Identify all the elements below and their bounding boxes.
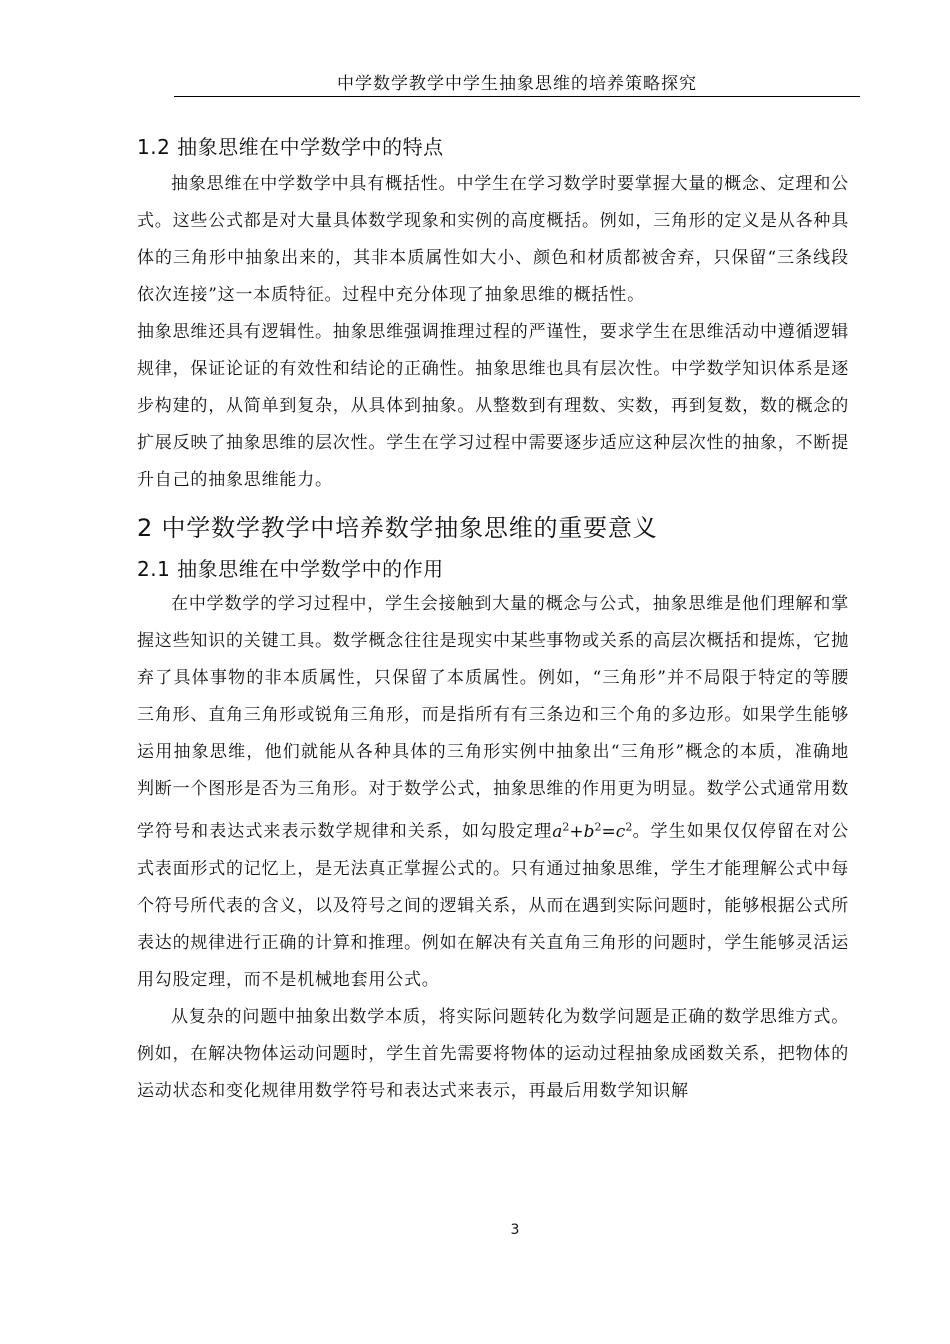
paragraph-logic-hierarchy: 抽象思维还具有逻辑性。抽象思维强调推理过程的严谨性，要求学生在思维活动中遵循逻辑规律，保证论证的有效性和结论的正确性。抽象思维也具有层次性。中学数学知识体系是逐步构建的，从简单到复杂，从具体到抽象。从整数到有理数、实数，再到复数，数的概念的扩展反映了抽象思维的层次性。学生在学习过程中需要逐步适应这种层次性的抽象，不断提升自己的抽象思维能力。 xyxy=(137,322,849,490)
chapter-heading-2: 2 中学数学教学中培养数学抽象思维的重要意义 xyxy=(137,514,658,542)
section-heading-2-1: 2.1 抽象思维在中学数学中的作用 xyxy=(137,557,444,581)
page-number: 3 xyxy=(510,1222,520,1238)
header-rule xyxy=(174,96,860,97)
paragraph-abstract-problems: 从复杂的问题中抽象出数学本质，将实际问题转化为数学问题是正确的数学思维方式。例如，在解决物体运动问题时，学生首先需要将物体的运动过程抽象成函数关系，把物体的运动状态和变化规律用数学符号和表达式来表示，再最后用数学知识解 xyxy=(137,1006,849,1101)
page-body xyxy=(137,132,849,1110)
pythagorean-formula: $a^2+b^2=c^2$ xyxy=(552,820,633,842)
running-header-title: 中学数学教学中学生抽象思维的培养策略探究 xyxy=(337,74,697,94)
paragraph-generality: 抽象思维在中学数学中具有概括性。中学生在学习数学时要掌握大量的概念、定理和公式。这些公式都是对大量具体数学现象和实例的高度概括。例如，三角形的定义是从各种具体的三角形中抽象出来的，其非本质属性如大小、颜色和材质都被舍弃，只保留“三条线段依次连接”这一本质特征。过程中充分体现了抽象思维的概括性。 xyxy=(137,174,849,305)
section-heading-1-2: 1.2 抽象思维在中学数学中的特点 xyxy=(137,135,444,159)
paragraph-text-before-formula: 在中学数学的学习过程中，学生会接触到大量的概念与公式，抽象思维是他们理解和掌握这些知识的关键工具。数学概念往往是现实中某些事物或关系的高层次概括和提炼，它抛弃了具体事物的非本质属性，只保留了本质属性。例如，“三角形”并不局限于特定的等腰三角形、直角三角形或锐角三角形，而是指所有有三条边和三个角的多边形。如果学生能够运用抽象思维，他们就能从各种具体的三角形实例中抽象出“三角形”概念的本质，准确地判断一个图形是否为三角形。对于数学公式，抽象思维的作用更为明显。数学公式通常用数学符号和表达式来表示数学规律和关系，如勾股定理 xyxy=(137,594,849,842)
paragraph-role-of-abstraction xyxy=(137,586,849,999)
paragraph-text-after-formula: 。学生如果仅仅停留在对公式表面形式的记忆上，是无法真正掌握公式的。只有通过抽象思维，学生才能理解公式中每个符号所代表的含义，以及符号之间的逻辑关系，从而在遇到实际问题时，能够根据公式所表达的规律进行正确的计算和推理。例如在解决有关直角三角形的问题时，学生能够灵活运用勾股定理，而不是机械地套用公式。 xyxy=(137,821,849,990)
